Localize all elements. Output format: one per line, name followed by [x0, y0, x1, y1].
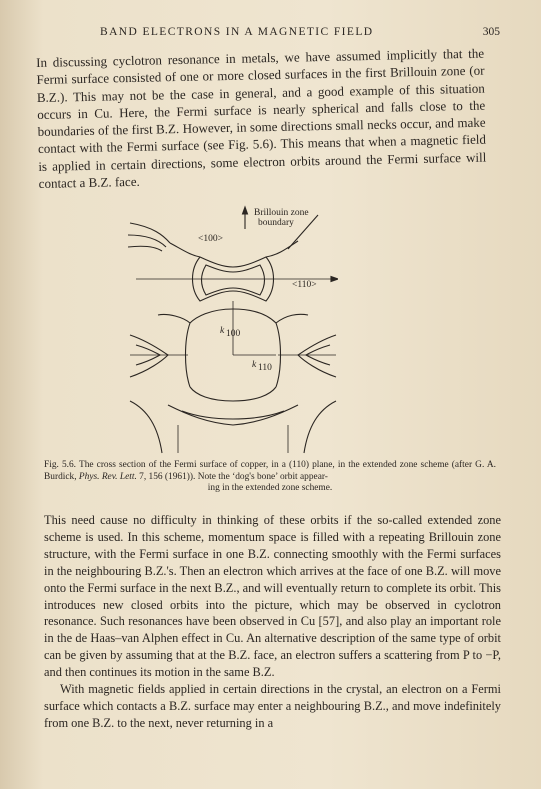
axis-110-head	[331, 277, 338, 282]
neck-bottom-right	[304, 401, 336, 453]
neck-top-left-c	[128, 246, 162, 251]
k100-subscript: 100	[226, 329, 241, 339]
bottom-orbit-outer	[168, 405, 298, 425]
paragraph-magnetic-fields: With magnetic fields applied in certain directions in the crystal, an electron on a Fermi surface which contacts a B.Z. surface may enter a neighbouring B.Z., and move indefinitely from one B.Z. to the next, never returning in a	[44, 682, 501, 730]
direction-110-label: <110>	[292, 280, 317, 290]
fermi-surface-diagram	[128, 205, 338, 455]
fs-lower-arc	[190, 387, 276, 401]
bz-label-line1: Brillouin zone	[254, 208, 309, 218]
body-text	[44, 512, 501, 732]
direction-100-label: <100>	[198, 234, 223, 244]
bz-label-line2: boundary	[258, 218, 294, 228]
fs-upper-necks	[170, 241, 298, 257]
paragraph-extended-zone: This need cause no difficulty in thinking of these orbits if the so-called extended zone scheme is used. In this scheme, momentum space is filled with a repeating Brillouin zone structure, with the Fermi surface in one B.Z. connecting smoothly with the Fermi surfaces in the neighbouring B.Z.'s. Then an electron which arrives at the face of one B.Z. will move onto the Fermi surface in the next B.Z., and will eventually return to complete its orbit. This introduces new closed orbits into the picture, which may be observed in cyclotron resonance. Such resonances have been observed in Cu [57], and also play an important role in the de Haas–van Alphen effect in Cu. An alternative description of the same type of orbit can be given by assuming that at the B.Z. face, an electron suffers a scattering from P to −P, and then continues its motion in the same B.Z.	[44, 513, 501, 680]
bz-arrow-head	[243, 207, 248, 214]
neck-top-left-b	[128, 235, 166, 247]
fermi-surface-figure	[128, 205, 338, 455]
caption-last-line: ing in the extended zone scheme.	[207, 483, 333, 493]
right-neck-outer	[298, 335, 336, 377]
figure-caption	[44, 460, 496, 495]
page-number: 305	[482, 26, 500, 38]
caption-journal: Phys. Rev. Lett.	[78, 471, 137, 482]
left-neck-outer	[130, 335, 168, 377]
k110-label: k	[252, 360, 257, 370]
chapter-title: BAND ELECTRONS IN A MAGNETIC FIELD	[100, 26, 374, 38]
caption-text-a: The cross section of the Fermi surface of copper, in a (110) plane, in the extended zone scheme (after G. A. Burdick,	[44, 460, 496, 482]
neck-top-left-a	[130, 223, 170, 243]
running-header	[100, 26, 500, 42]
caption-text-b: 7, 156 (1961)). Note the ‘dog's bone’ orbit appear-	[136, 471, 328, 482]
paragraph-intro: In discussing cyclotron resonance in metals, we have assumed implicitly that the Fermi surface consisted of one or more closed surfaces in the first Brillouin zone (or B.Z.). This may not be the case in general, and a good example of this situation occurs in Cu. Here, the Fermi surface is nearly spherical and falls close to the boundaries of the first B.Z. However, in some directions small necks occur, and make contact with the Fermi surface (see Fig. 5.6). This means that when a magnetic field is applied in certain directions, some electron orbits around the Fermi surface will contact a B.Z. face.	[36, 45, 487, 192]
k100-label: k	[220, 326, 225, 336]
caption-prefix: Fig. 5.6.	[44, 460, 77, 470]
neck-bottom-left	[130, 401, 162, 453]
k110-subscript: 110	[258, 363, 272, 373]
